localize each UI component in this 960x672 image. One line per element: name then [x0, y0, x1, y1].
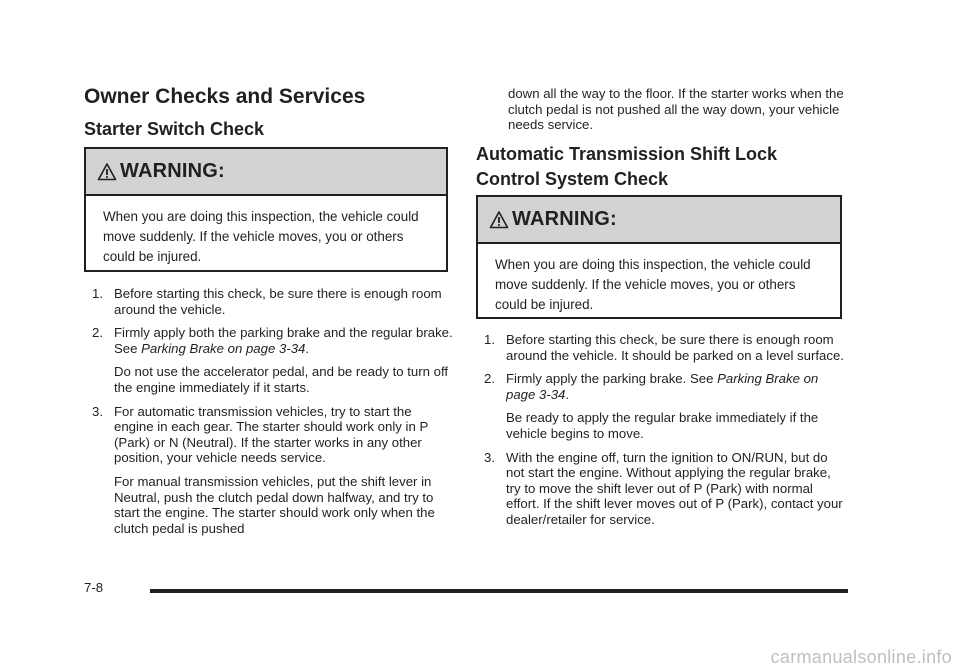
- parking-brake-reference: Parking Brake on page 3-34: [506, 371, 819, 402]
- warning-title: WARNING:: [120, 160, 225, 182]
- warning-box-shift-lock: [476, 195, 842, 319]
- warning-header: [478, 197, 840, 244]
- shift-lock-steps-list: [476, 332, 848, 536]
- section-title: Owner Checks and Services: [84, 85, 366, 108]
- list-item: 2. Firmly apply both the parking brake and the regular brake. See Parking Brake on page 3-34. Do not use the accelerator pedal, and be ready to turn off the engine immediately if it starts.: [92, 325, 453, 395]
- warning-body: When you are doing this inspection, the vehicle could move suddenly. If the vehicle moves, you or others could be injured.: [495, 257, 811, 312]
- warning-title: WARNING:: [512, 208, 617, 230]
- continuation-paragraph: down all the way to the floor. If the starter works when the clutch pedal is not pushed all the way down, your vehicle needs service.: [508, 86, 844, 133]
- starter-switch-heading: Starter Switch Check: [84, 119, 265, 139]
- warning-triangle-icon: [97, 162, 117, 182]
- shift-lock-heading: Automatic Transmission Shift Lock Control System Check: [476, 144, 778, 189]
- warning-box-starter: [84, 147, 448, 272]
- list-item: 1. Before starting this check, be sure there is enough room around the vehicle.: [92, 286, 442, 317]
- starter-steps-list: [84, 286, 454, 544]
- list-item: 3. With the engine off, turn the ignition to ON/RUN, but do not start the engine. Without applying the regular brake, try to move the shift lever out of P (Park) with normal effort. If the shift lever moves out of P (Park), contact your dealer/retailer for service.: [484, 449, 843, 527]
- watermark: carmanualsonline.info: [770, 647, 952, 667]
- warning-header: [86, 149, 446, 196]
- parking-brake-reference: Parking Brake on page 3-34: [141, 340, 306, 356]
- page-number: 7-8: [84, 580, 104, 595]
- list-item: 3. For automatic transmission vehicles, try to start the engine in each gear. The starter should work only in P (Park) or N (Neutral). If the starter works in any other position, your vehicle needs service. For manual transmission vehicles, put the shift lever in Neutral, push the clutch pedal down halfway, and try to start the engine. The starter should work only when the clutch pedal is pushed: [92, 403, 435, 536]
- warning-body: When you are doing this inspection, the vehicle could move suddenly. If the vehicle moves, you or others could be injured.: [103, 209, 419, 264]
- warning-triangle-icon: [489, 210, 509, 230]
- footer-rule: [150, 589, 848, 593]
- list-item: 2. Firmly apply the parking brake. See Parking Brake on page 3-34. Be ready to apply the regular brake immediately if the vehicle begins to move.: [484, 371, 819, 441]
- list-item: 1. Before starting this check, be sure there is enough room around the vehicle. It should be parked on a level surface.: [484, 332, 844, 363]
